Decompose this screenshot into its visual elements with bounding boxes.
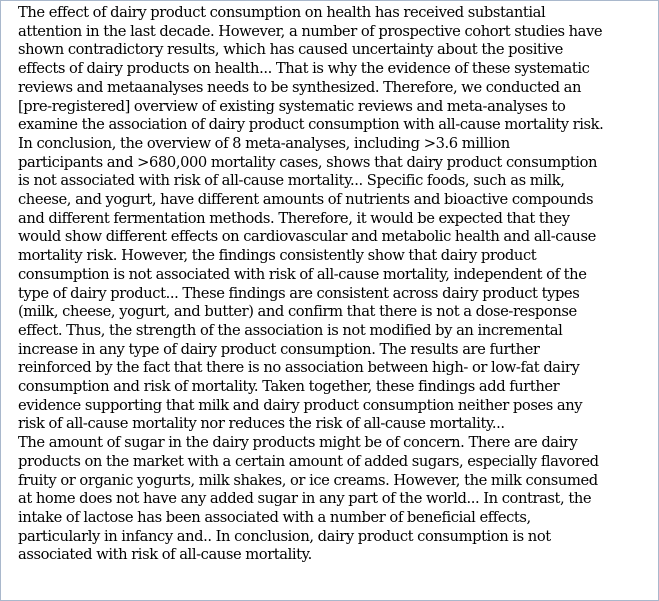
text-line: reinforced by the fact that there is no association between high- or low-fat dairy bbox=[18, 359, 580, 377]
document-body bbox=[3, 4, 656, 565]
text-line: reviews and metaanalyses needs to be synthesized. Therefore, we conducted an bbox=[18, 78, 582, 96]
text-line: attention in the last decade. However, a number of prospective cohort studies have bbox=[18, 22, 603, 40]
text-line: products on the market with a certain amount of added sugars, especially flavored bbox=[18, 452, 599, 470]
text-line: effect. Thus, the strength of the association is not modified by an incremental bbox=[18, 321, 563, 339]
text-line: increase in any type of dairy product consumption. The results are further bbox=[18, 340, 540, 358]
text-line: cheese, and yogurt, have different amounts of nutrients and bioactive compounds bbox=[18, 191, 594, 209]
paragraph bbox=[3, 434, 656, 565]
text-line: participants and >680,000 mortality cases, shows that dairy product consumption bbox=[18, 153, 598, 171]
text-line: risk of all-cause mortality nor reduces the risk of all-cause mortality... bbox=[18, 415, 505, 433]
text-line: examine the association of dairy product consumption with all-cause mortality risk. bbox=[18, 116, 604, 134]
text-line: [pre-registered] overview of existing systematic reviews and meta-analyses to bbox=[18, 97, 566, 115]
text-line: fruity or organic yogurts, milk shakes, or ice creams. However, the milk consumed bbox=[18, 471, 598, 489]
text-line: The effect of dairy product consumption on health has received substantial bbox=[18, 4, 546, 21]
text-line: In conclusion, the overview of 8 meta-analyses, including >3.6 million bbox=[18, 134, 510, 152]
text-line: type of dairy product... These findings are consistent across dairy product types bbox=[18, 284, 580, 302]
text-line: effects of dairy products on health... That is why the evidence of these systematic bbox=[18, 60, 590, 78]
text-line: (milk, cheese, yogurt, and butter) and confirm that there is not a dose-response bbox=[18, 303, 577, 321]
text-line: particularly in infancy and.. In conclusion, dairy product consumption is not bbox=[18, 527, 551, 545]
text-line: consumption and risk of mortality. Taken together, these findings add further bbox=[18, 378, 560, 396]
text-line: associated with risk of all-cause mortality. bbox=[18, 546, 312, 564]
text-line: intake of lactose has been associated with a number of beneficial effects, bbox=[18, 508, 531, 526]
text-line: would show different effects on cardiovascular and metabolic health and all-cause bbox=[18, 228, 596, 246]
text-line: mortality risk. However, the findings consistently show that dairy product bbox=[18, 247, 537, 265]
text-line: at home does not have any added sugar in any part of the world... In contrast, the bbox=[18, 490, 592, 508]
paragraph bbox=[3, 135, 656, 434]
text-line: shown contradictory results, which has caused uncertainty about the positive bbox=[18, 41, 563, 59]
text-line: evidence supporting that milk and dairy product consumption neither poses any bbox=[18, 396, 583, 414]
text-line: is not associated with risk of all-cause mortality... Specific foods, such as milk, bbox=[18, 172, 565, 190]
text-line: and different fermentation methods. Therefore, it would be expected that they bbox=[18, 209, 570, 227]
paragraph bbox=[3, 4, 656, 135]
text-line: The amount of sugar in the dairy products might be of concern. There are dairy bbox=[18, 434, 578, 452]
text-line: consumption is not associated with risk of all-cause mortality, independent of the bbox=[18, 265, 587, 283]
